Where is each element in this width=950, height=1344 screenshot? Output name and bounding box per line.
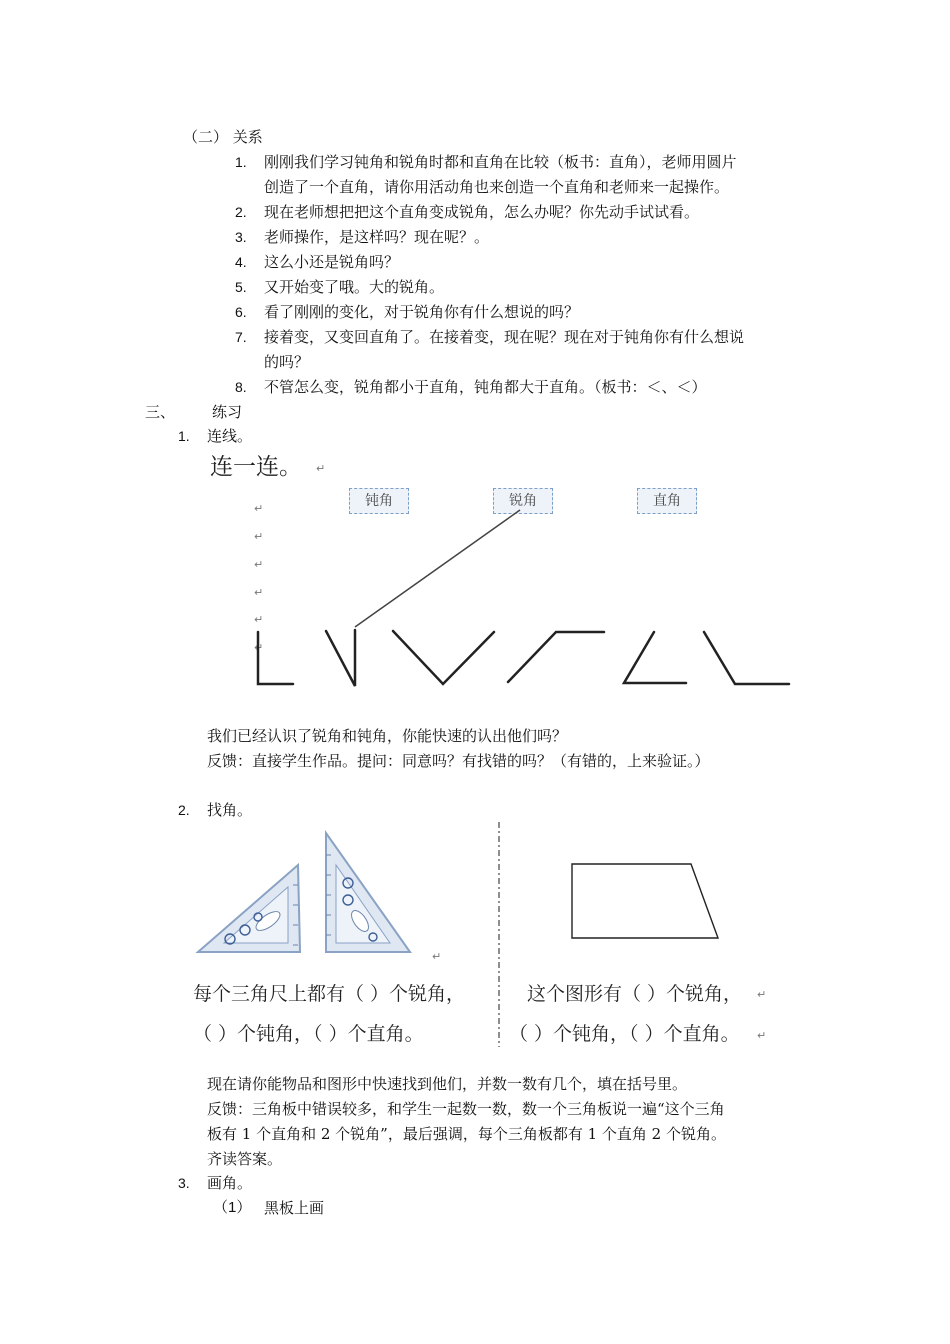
- ex2-left-line-2: （ ）个钝角，（ ）个直角。: [193, 1023, 424, 1045]
- paragraph-mark-icon: ↵: [254, 613, 264, 626]
- ex2-right-line-2: （ ）个钝角，（ ）个直角。: [509, 1023, 740, 1045]
- triangle-rulers: [190, 825, 430, 960]
- item-text: 的吗？: [264, 353, 310, 371]
- section-number: 三、: [145, 403, 176, 421]
- paragraph-mark-icon: ↵: [757, 988, 767, 1001]
- connect-line: [355, 510, 520, 627]
- ex1-text-2: 反馈：直接学生作品。提问：同意吗？有找错的吗？（有错的，上来验证。）: [207, 752, 710, 770]
- item-text: 这么小还是锐角吗？: [264, 253, 400, 271]
- ex1-text-1: 我们已经认识了锐角和钝角，你能快速的认出他们吗？: [207, 727, 568, 745]
- item-number: 6.: [235, 304, 247, 320]
- angle-obtuse-2: [704, 632, 789, 684]
- item-number: 1.: [235, 154, 247, 170]
- item-text: 创造了一个直角，请你用活动角也来创造一个直角和老师来一起操作。: [264, 178, 730, 196]
- paragraph-mark-icon: ↵: [254, 530, 264, 543]
- exercise-number: 1.: [178, 428, 190, 444]
- ex2-left-line-1: 每个三角尺上都有（ ）个锐角，: [193, 983, 466, 1005]
- item-text: 不管怎么变，锐角都小于直角，钝角都大于直角。（板书：＜、＜）: [264, 378, 707, 396]
- label-right: 直角: [637, 488, 697, 514]
- angle-right: [258, 632, 293, 684]
- figure-title: 连一连。: [210, 454, 302, 480]
- ex2-text-3: 板有 1 个直角和 2 个锐角”，最后强调，每个三角板都有 1 个直角 2 个锐角。: [207, 1125, 726, 1143]
- item-number: 4.: [235, 254, 247, 270]
- trapezoid-figure: [560, 855, 730, 950]
- item-text: 刚刚我们学习钝角和锐角时都和直角在比较（板书：直角），老师用圆片: [264, 153, 737, 171]
- paragraph-mark-icon: ↵: [254, 641, 264, 654]
- sub-item-title: 黑板上画: [264, 1199, 325, 1217]
- exercise-number: 2.: [178, 802, 190, 818]
- section-heading: （二） 关系: [183, 128, 263, 146]
- angle-obtuse-1: [508, 632, 604, 682]
- ex2-text-2: 反馈：三角板中错误较多，和学生一起数一数，数一个三角板说一遍“这个三角: [207, 1100, 725, 1118]
- paragraph-mark-icon: ↵: [432, 950, 442, 963]
- item-number: 8.: [235, 379, 247, 395]
- item-number: 5.: [235, 279, 247, 295]
- item-text: 看了刚刚的变化，对于锐角你有什么想说的吗？: [264, 303, 580, 321]
- sub-item-number: （1）: [213, 1199, 252, 1216]
- paragraph-mark-icon: ↵: [254, 558, 264, 571]
- item-text: 接着变，又变回直角了。在接着变，现在呢？现在对于钝角你有什么想说: [264, 328, 745, 346]
- label-obtuse: 钝角: [349, 488, 409, 514]
- angle-acute-narrow: [326, 630, 355, 686]
- item-number: 3.: [235, 229, 247, 245]
- item-text: 老师操作，是这样吗？现在呢？。: [264, 228, 490, 246]
- ex2-right-line-1: 这个图形有（ ）个锐角，: [527, 983, 743, 1005]
- paragraph-mark-icon: ↵: [254, 586, 264, 599]
- angle-right-v: [393, 631, 494, 684]
- item-number: 2.: [235, 204, 247, 220]
- exercise-title: 找角。: [207, 801, 253, 819]
- ex2-text-4: 齐读答案。: [207, 1150, 283, 1168]
- exercise-number: 3.: [178, 1175, 190, 1191]
- section-title: 练习: [212, 403, 243, 421]
- angle-acute-2: [624, 632, 686, 683]
- paragraph-mark-icon: ↵: [757, 1029, 767, 1042]
- item-number: 7.: [235, 329, 247, 345]
- exercise-title: 画角。: [207, 1174, 253, 1192]
- paragraph-mark-icon: ↵: [254, 502, 264, 515]
- ex2-text-1: 现在请你能物品和图形中快速找到他们，并数一数有几个，填在括号里。: [207, 1075, 688, 1093]
- item-text: 现在老师想把把这个直角变成锐角，怎么办呢？你先动手试试看。: [264, 203, 700, 221]
- divider-dashed: [496, 822, 502, 1047]
- item-text: 又开始变了哦。大的锐角。: [264, 278, 445, 296]
- label-acute: 锐角: [493, 488, 553, 514]
- paragraph-mark-icon: ↵: [316, 462, 326, 475]
- exercise-title: 连线。: [207, 427, 253, 445]
